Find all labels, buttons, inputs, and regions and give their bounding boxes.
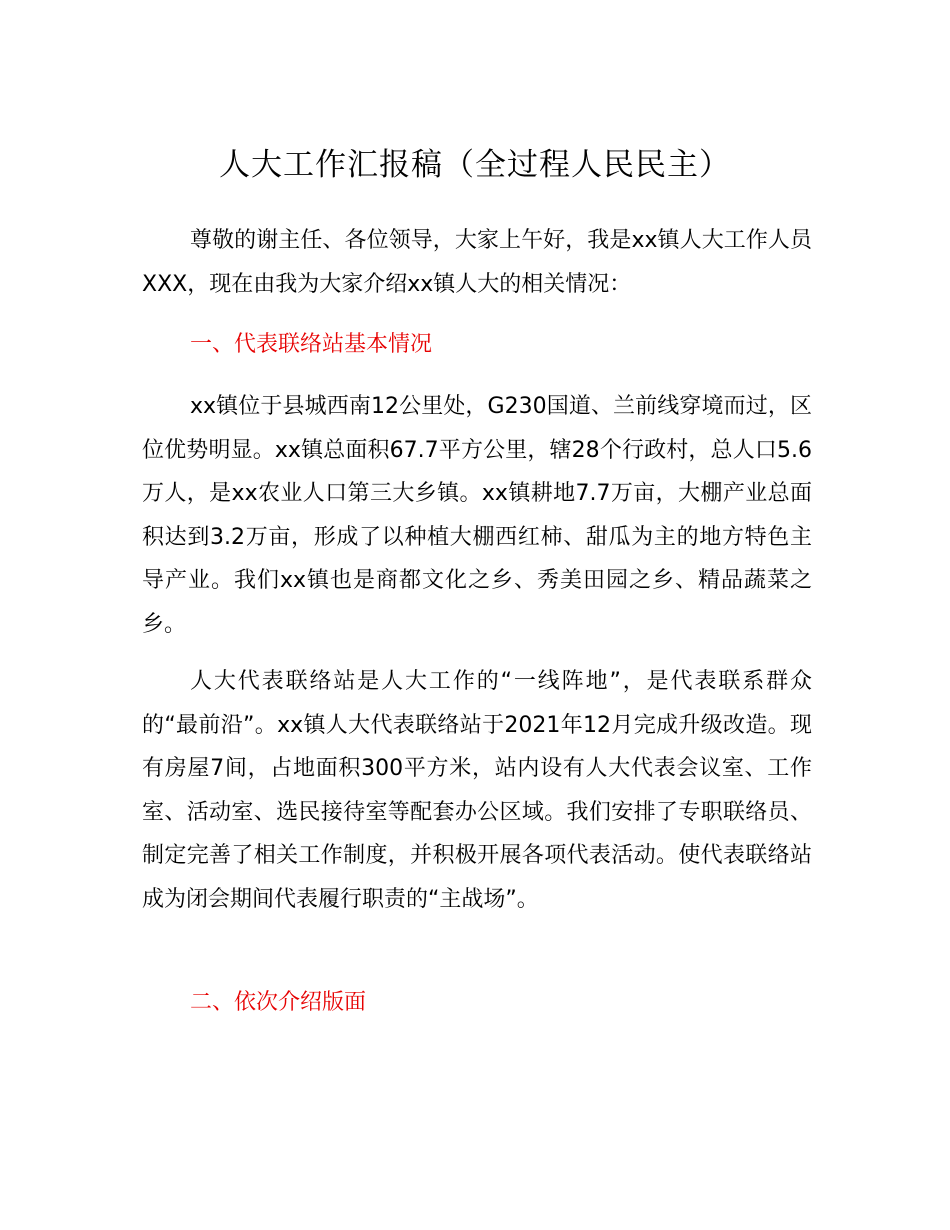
document-title: 人大工作汇报稿（全过程人民民主） bbox=[219, 147, 731, 183]
town-intro-paragraph: xx镇位于县城西南12公里处，G230国道、兰前线穿境而过，区位优势明显。xx镇总面积67.7平方公里，辖28个行政村，总人口5.6万人，是xx农业人口第三大乡镇。xx镇耕地7.7万亩，大棚产业总面积达到3.2万亩，形成了以种植大棚西红柿、甜瓜为主的地方特色主导产业。我们xx镇也是商都文化之乡、秀美田园之乡、精品蔬菜之乡。 bbox=[142, 394, 812, 637]
section-heading-panel-introduction: 二、依次介绍版面 bbox=[190, 990, 367, 1015]
station-intro-paragraph: 人大代表联络站是人大工作的“一线阵地”，是代表联系群众的“最前沿”。xx镇人大代表联络站于2021年12月完成升级改造。现有房屋7间，占地面积300平方米，站内设有人大代表会议室、工作室、活动室、选民接待室等配套办公区域。我们安排了专职联络员、制定完善了相关工作制度，并积极开展各项代表活动。使代表联络站成为闭会期间代表履行职责的“主战场”。 bbox=[142, 669, 812, 912]
greeting-paragraph: 尊敬的谢主任、各位领导，大家上午好，我是xx镇人大工作人员XXX，现在由我为大家介绍xx镇人大的相关情况： bbox=[142, 228, 812, 297]
section-heading-station-overview: 一、代表联络站基本情况 bbox=[190, 332, 433, 357]
